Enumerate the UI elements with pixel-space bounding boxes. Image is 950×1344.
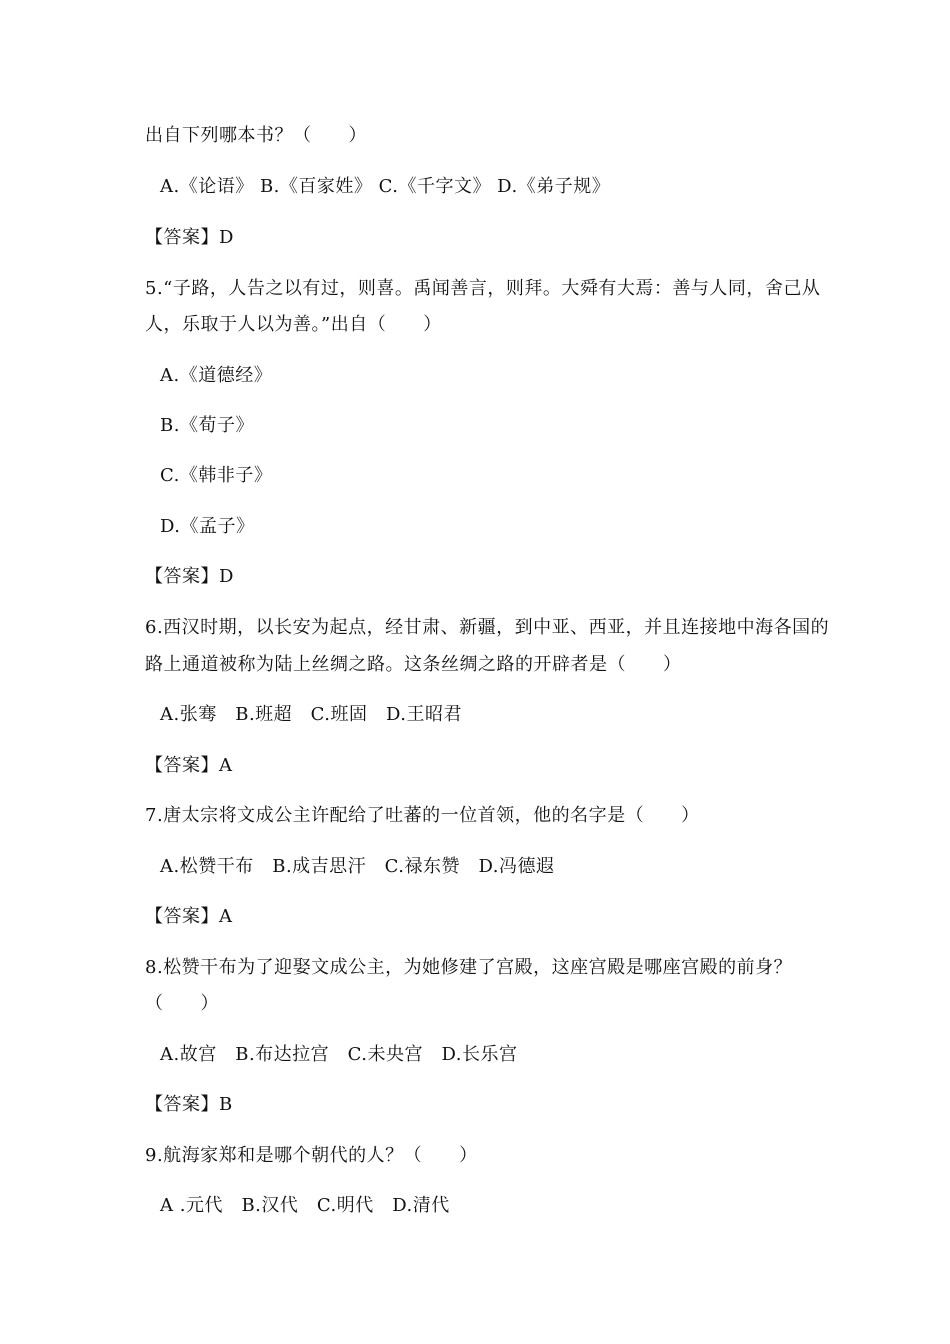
question-7-answer: 【答案】A	[145, 906, 233, 927]
question-8-options: A.故宫 B.布达拉宫 C.未央宫 D.长乐宫	[160, 1044, 518, 1065]
question-7-options: A.松赞干布 B.成吉思汗 C.禄东赞 D.冯德遐	[160, 856, 555, 877]
question-6-stem-line-1: 6.西汉时期，以长安为起点，经甘肃、新疆，到中亚、西亚，并且连接地中海各国的	[145, 617, 830, 638]
question-6-stem-line-2: 路上通道被称为陆上丝绸之路。这条丝绸之路的开辟者是（ ）	[145, 654, 682, 675]
question-5-stem-line-1: 5.“子路，人告之以有过，则喜。禹闻善言，则拜。大舜有大焉：善与人同，舍己从	[145, 278, 821, 299]
question-4-options: A.《论语》 B.《百家姓》 C.《千字文》 D.《弟子规》	[160, 176, 611, 197]
question-5-option-d: D.《孟子》	[160, 516, 255, 537]
question-8-stem-line-2: （ ）	[145, 993, 219, 1014]
question-5-option-c: C.《韩非子》	[160, 465, 273, 486]
question-5-stem-line-2: 人，乐取于人以为善。”出自（ ）	[145, 314, 442, 335]
question-6-answer: 【答案】A	[145, 755, 233, 776]
question-9-stem: 9.航海家郑和是哪个朝代的人？（ ）	[145, 1145, 478, 1166]
question-6-options: A.张骞 B.班超 C.班固 D.王昭君	[160, 704, 463, 725]
question-4-stem-tail: 出自下列哪本书？（ ）	[145, 125, 367, 146]
question-5-option-b: B.《荀子》	[160, 415, 254, 436]
question-9-options: A .元代 B.汉代 C.明代 D.清代	[160, 1195, 450, 1216]
question-8-answer: 【答案】B	[145, 1094, 233, 1115]
question-7-stem: 7.唐太宗将文成公主许配给了吐蕃的一位首领，他的名字是（ ）	[145, 805, 700, 826]
question-4-answer: 【答案】D	[145, 227, 234, 248]
question-5-answer: 【答案】D	[145, 566, 234, 587]
question-8-stem-line-1: 8.松赞干布为了迎娶文成公主，为她修建了宫殿，这座宫殿是哪座宫殿的前身？	[145, 957, 793, 978]
question-5-option-a: A.《道德经》	[160, 365, 273, 386]
